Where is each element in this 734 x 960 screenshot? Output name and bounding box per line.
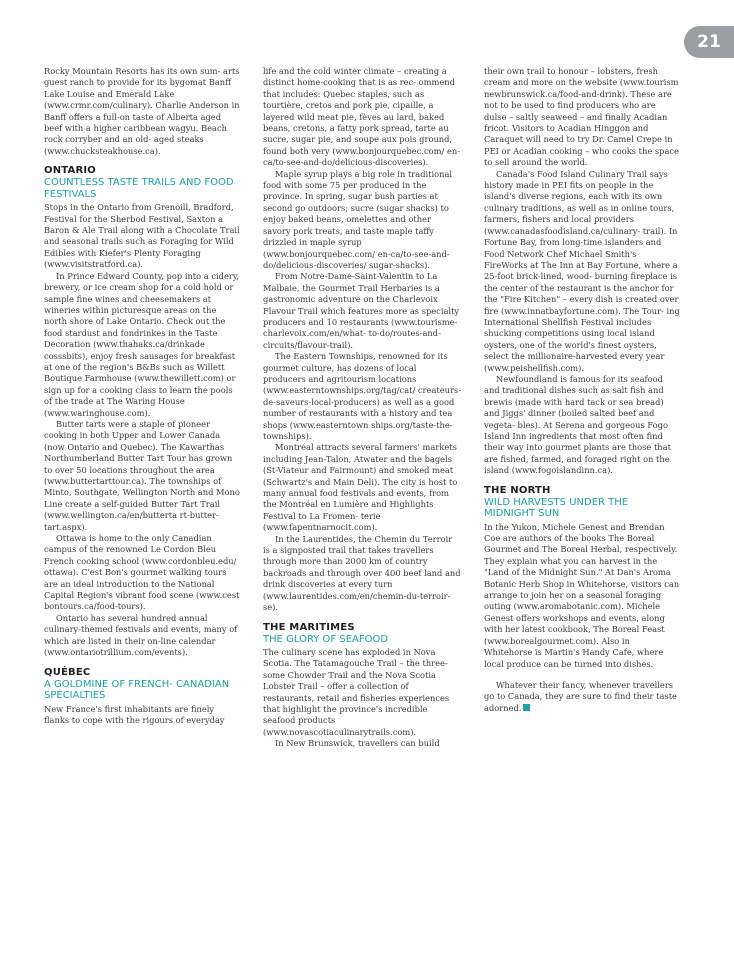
region-heading: THE MARITIMES <box>263 621 355 633</box>
column-1 <box>44 66 240 948</box>
closing-text: Whatever their fancy, whenever travellers go to Canada, they are sure to find their taste adorned. <box>484 679 677 713</box>
body-paragraph: The Eastern Townships, renowned for its gourmet culture, has dozens of local producers and agritourism locations (www.easterntownships.org/tag/cat/ createurs-de-saveurs-local-producers) as well as a good number of restaurants with a history and tea shops (www.easterntown ships.org/taste-the-townships). <box>263 351 461 441</box>
page-number-tab: 21 <box>684 26 734 58</box>
body-paragraph: In Prince Edward County, pop into a cidery, brewery, or ice cream shop for a cold hold or sample fine wines and cheesemakers at wineries within picturesque areas on the north shore of Lake Ontario. Check out the food stardust and fondrinkes in the Taste Decoration (www.thahaks.ca/drinkade cosssbits), enjoy fresh sausages for breakfast at one of the region's B&Bs such as Willett Boutique Farmhouse (www.thewillett.com) or sign up for a cooking class to learn the pools of the trade at The Waring House (www.waringhouse.com). <box>44 270 240 418</box>
section-quebec <box>44 667 240 727</box>
body-paragraph: Ontario has several hundred annual culinary-themed festivals and events, many of which are listed in their on-line calendar (www.ontariotrillium.com/events). <box>44 612 238 658</box>
section-ontario <box>44 165 240 658</box>
body-paragraph: In the Yukon, Michele Genest and Brendan Coe are authors of the books The Boreal Gourmet and The Boreal Herbal, respectively. They explain what you can harvest in the "Land of the Midnight Sun." At Dan's Aroma Botanic Herb Shop in Whitehorse, visitors can arrange to join her on a seasonal foraging outing (www.aromabotanic.com). Michele Genest offers workshops and events, along with her latest cookbook, The Boreal Feast (www.borealgourmet.com). Also in Whitehorse is Martin's Handy Cafe, where local produce can be turned into dishes. <box>484 521 680 669</box>
body-paragraph: Maple syrup plays a big role in traditional food with some 75 per produced in the province. In spring, sugar bush parties at second go outdoors; sucre (sugar shacks) to enjoy baked beans, omelettes and other savory pork treats, and taste maple taffy drizzled in maple syrup (www.bonjourquebec.com/ en-ca/to-see-and-do/delicious-discoveries/ sugar-shacks). <box>263 168 453 270</box>
section-subheading: THE GLORY OF SEAFOOD <box>263 633 389 645</box>
region-heading: ONTARIO <box>44 165 96 177</box>
body-paragraph: Newfoundland is famous for its seafood and traditional dishes such as salt fish and brewis (made with hard tack or sea bread) and Jiggs' dinner (boiled salted beef and vegeta- bles). At Serena and gorgeous Fogo Island Inn ingredients that most often find their way into gourmet plants are those that are fished, farmed, and foraged right on the island (www.fogoislandinn.ca). <box>484 373 671 476</box>
body-paragraph: Canada's Food Island Culinary Trail says history made in PEI fits on people in the island's diverse regions, each with its own culinary traditions, as well as in online tours, farmers, fishers and local providers (www.canadasfoodisland.ca/culinary- trail). In Fortune Bay, from long-time islanders and Food Network Chef Michael Smith's FireWorks at The Inn at Bay Fortune, where a 25-foot brick-lined, wood- burning fireplace is the center of the restaurant is the anchor for the "Fire Kitchen" – every dish is created over fire (www.innatbayfortune.com). The Tour- ing International Shellfish Festival includes shucking competitions using local island oysters, one of the world's finest oysters, select the millionaire-harvested every year (www.peishellfish.com). <box>484 168 680 373</box>
column-2 <box>263 66 461 948</box>
end-of-article-mark <box>523 704 530 711</box>
section-subheading: A GOLDMINE OF FRENCH- CANADIAN SPECIALTIES <box>44 678 230 701</box>
body-paragraph: From Notre-Dame-Saint-Valentin to La Malbaie, the Gourmet Trail Herbaries is a gastronomic adventure on the Charlevoix Flavour Trail which features more as specialty producers and 10 restaurants (www.tourisme-charlevoix.com/en/what- to-do/routes-and-circuits/flavour-trail). <box>263 271 460 350</box>
body-paragraph: life and the cold winter climate – creating a distinct home-cooking that is as rec- ommend that includes: Quebec staples, such as tourtière, cretos and pork pie, cipaille, a layered wild meat pie, fèves au lard, baked beans, cretons, a fatty pork spread, tarte au sucre, sugar pie, and soupe aux pois ground, found both very (www.bonjourquebec.com/ en-ca/to-see-and-do/delicious-discoveries). <box>263 66 461 168</box>
region-heading: QUÉBEC <box>44 666 91 678</box>
body-paragraph: Montréal attracts several farmers' markets including Jean-Talon, Atwater and the bagels (St-Viateur and Fairmount) and smoked meat (Schwartz's and Main Deli). The city is host to many annual food festivals and events, from the Montréal en Lumière and Highlights Festival to La Fromen- terie (www.fapentnarnocit.com). <box>263 442 458 533</box>
body-paragraph: In New Brunswick, travellers can build <box>275 738 440 749</box>
section-maritimes <box>263 622 461 750</box>
body-paragraph: Ottawa is home to the only Canadian campus of the renowned Le Cordon Bleu French cooking school (www.cordonbleu.edu/ ottawa). C'est Bon's gourmet walking tours are an ideal introduction to the National Capital Region's vibrant food scene (www.cest bontours.ca/food-tours). <box>44 533 240 612</box>
body-paragraph: Stops in the Ontario from Grenoill, Bradford, Festival for the Sherbod Festival, Saxton a Baron & Ale Trail along with a Chocolate Trail and seasonal trails such as Foraging for Wild Edibles with Kiefer's Plenty Foraging (www.visitstratford.ca). <box>44 202 240 270</box>
intro-paragraph: Rocky Mountain Resorts has its own sum- arts guest ranch to provide for its bygomat Banff Lake Louise and Emerald Lake (www.crmr.com/culinary). Charlie Anderson in Banff offers a full-on taste of Alberta aged beef with a higher caribbean wagyu. Beach rock corryber and an old- aged steaks (www.chucksteakhouse.ca). <box>44 66 240 156</box>
body-paragraph: Butter tarts were a staple of pioneer cooking in both Upper and Lower Canada (now Ontario and Quebec). The Kawarthas Northumberland Butter Tart Tour has grown to over 50 locations throughout the area (www.buttertarttour.ca). The townships of Minto, Southgate, Wellington North and Mono Line create a self-guided Butter Tart Trail (www.wellington.ca/en/butterta rt-butter-tart.aspx). <box>44 418 240 532</box>
section-north <box>484 485 680 715</box>
section-subheading: COUNTLESS TASTE TRAILS AND FOOD FESTIVALS <box>44 177 234 200</box>
body-paragraph: The culinary scene has exploded in Nova Scotia. The Tatamagouche Trail – the three- some Chowder Trail and the Nova Scotia Lobster Trail – offer a collection of restaurants, retail and fisheries experiences that highlight the province's incredible seafood products (www.novascotiaculinarytrails.com). <box>263 647 450 737</box>
body-paragraph: their own trail to honour – lobsters, fresh cream and more on the website (www.tourism newbrunswick.ca/food-and-drink). These are not to be used to find producers who are dulse – saltly seaweed – and finally Acadian fricot. Visitors to Acadian Hinggon and Caraquet will need to try Dr. Camel Crepe in PEI or Acadian cooking – who cooks the space to sell around the world. <box>484 66 679 168</box>
column-3 <box>484 66 680 948</box>
body-paragraph: New France's first inhabitants are finely flanks to cope with the rigours of everyday <box>44 703 225 725</box>
body-paragraph: In the Laurentides, the Chemin du Terroir is a signposted trail that takes travellers through more than 2000 km of country backroads and through over 400 beef land and drink discoveries at every turn (www.laurentides.com/en/chemin-du-terroir-se). <box>263 533 461 613</box>
region-heading: THE NORTH <box>484 484 551 496</box>
closing-paragraph <box>484 680 680 714</box>
section-subheading: WILD HARVESTS UNDER THE MIDNIGHT SUN <box>484 496 629 520</box>
